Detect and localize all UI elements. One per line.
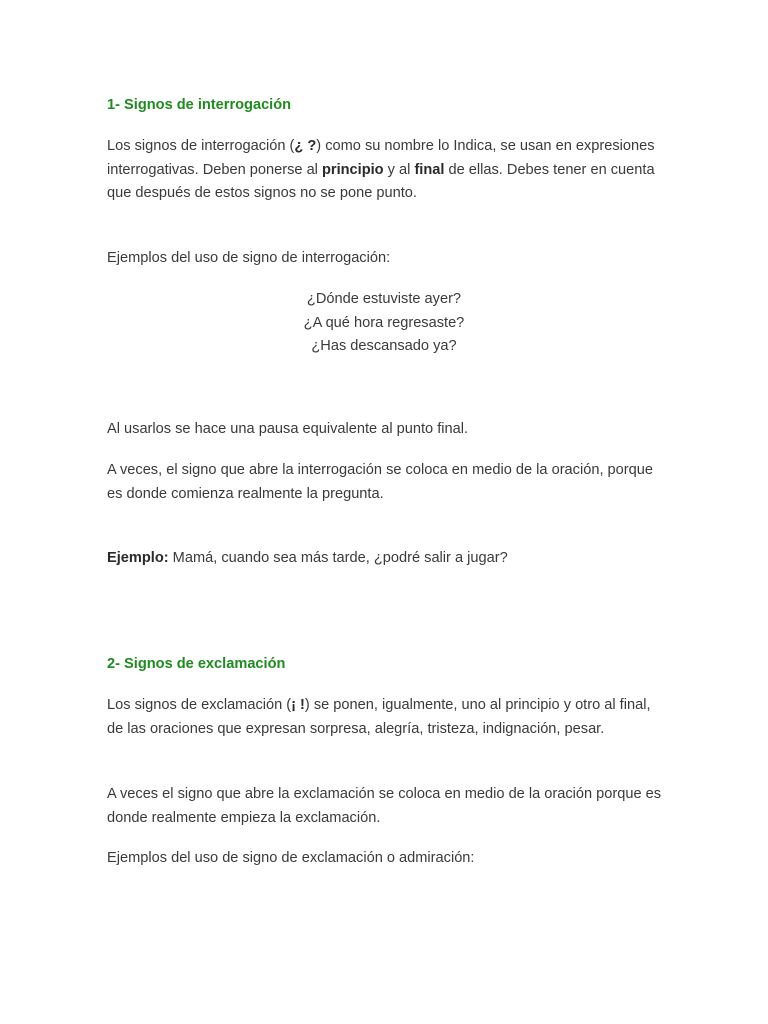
interrogation-examples-list [0,288,768,359]
interrogation-examples-intro: Ejemplos del uso de signo de interrogación: [107,250,391,266]
exclamation-examples-intro: Ejemplos del uso de signo de exclamación o admiración: [107,850,475,866]
section-2-heading: 2- Signos de exclamación [107,656,286,672]
example-sentence [107,547,667,571]
section-1-heading: 1- Signos de interrogación [107,97,292,113]
bold-final: final [414,161,445,178]
example-text: Mamá, cuando sea más tarde, ¿podré salir a jugar? [168,550,508,566]
text-run: Los signos de interrogación ( [107,138,295,154]
bold-principio: principio [321,161,384,178]
example-line: ¿A qué hora regresaste? [303,314,465,331]
exclamation-description-paragraph [107,694,667,741]
text-run: y al [383,161,415,178]
text-run: de ellas. Debes tener en cuenta que después de estos signos no se pone punto. [107,161,655,201]
middle-placement-note: A veces, el signo que abre la interrogación se coloca en medio de la oración, porque es donde comienza realmente la pregunta. [107,462,653,502]
text-run: ) como su nombre lo Indica, se usan en expresiones interrogativas. Deben ponerse al [107,138,655,178]
interrogation-description-paragraph [107,135,667,206]
example-label: Ejemplo: [107,550,169,566]
example-line: ¿Has descansado ya? [311,338,457,354]
question-marks: ¿ ? [294,138,317,154]
exclamation-middle-note: A veces el signo que abre la exclamación se coloca en medio de la oración porque es donde realmente empieza la exclamación. [107,786,662,826]
text-run: Los signos de exclamación ( [107,697,292,713]
example-line: ¿Dónde estuviste ayer? [306,291,462,307]
text-run: ) se ponen, igualmente, uno al principio y otro al final, de las oraciones que expresan sorpresa, alegría, tristeza, indignación, pesar. [107,697,651,737]
exclamation-marks: ¡ ! [291,697,305,713]
pause-note: Al usarlos se hace una pausa equivalente al punto final. [107,421,469,437]
